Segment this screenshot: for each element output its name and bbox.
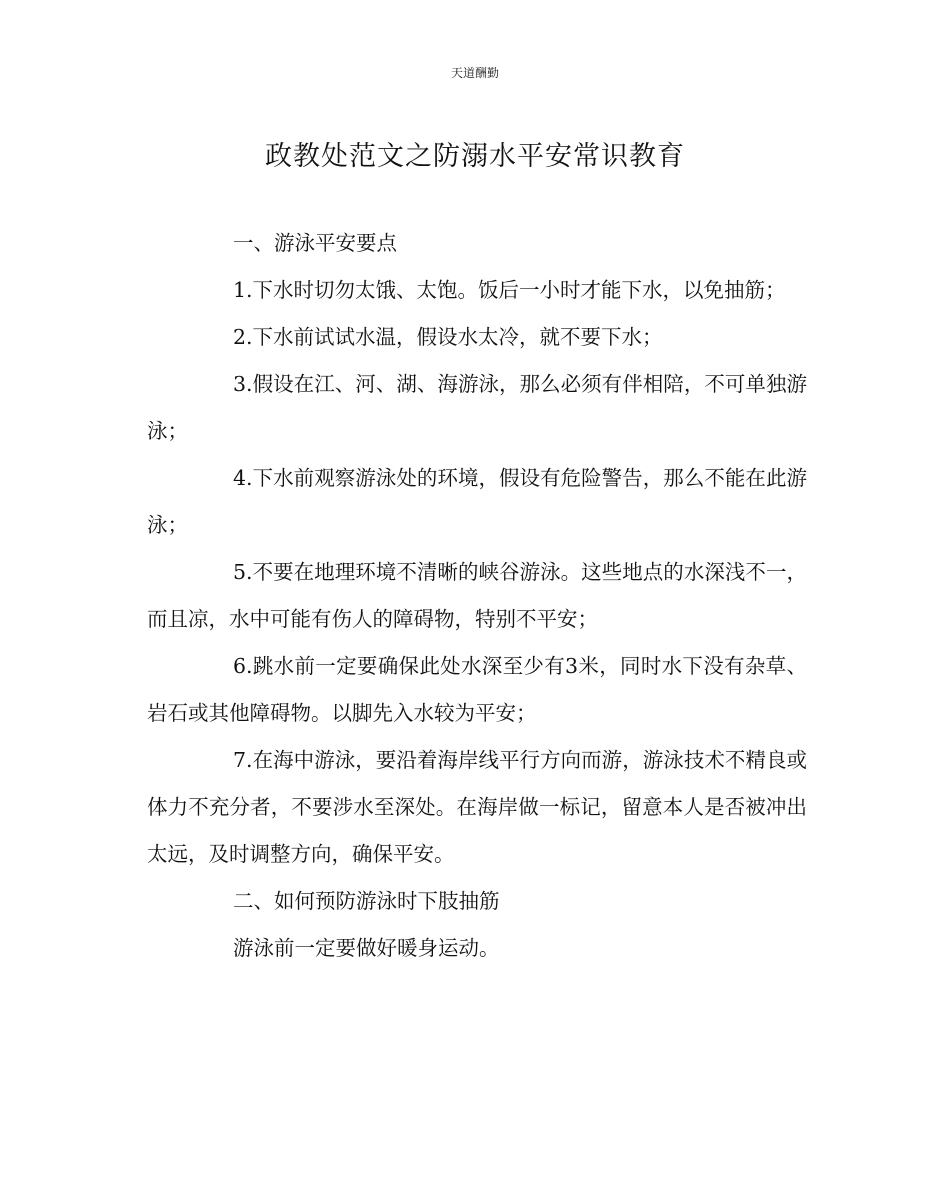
paragraph-warmup: 游泳前一定要做好暖身运动。	[233, 936, 500, 960]
paragraph-item-2: 2.下水前试试水温，假设水太冷，就不要下水；	[233, 325, 663, 349]
section-heading-1: 一、游泳平安要点	[233, 231, 397, 255]
paragraph-item-7: 7.在海中游泳，要沿着海岸线平行方向而游，游泳技术不精良或体力不充分者，不要涉水至深处。在海岸做一标记，留意本人是否被冲出太远，及时调整方向，确保平安。	[147, 748, 807, 866]
section-heading-2: 二、如何预防游泳时下肢抽筋	[233, 889, 500, 913]
page-header: 天道酬勤	[450, 66, 499, 80]
paragraph-item-5: 5.不要在地理环境不清晰的峡谷游泳。这些地点的水深浅不一，而且凉，水中可能有伤人的障碍物，特别不平安；	[147, 560, 807, 631]
document-title: 政教处范文之防溺水平安常识教育	[265, 141, 685, 172]
paragraph-item-4: 4.下水前观察游泳处的环境，假设有危险警告，那么不能在此游泳；	[147, 466, 807, 537]
paragraph-item-3: 3.假设在江、河、湖、海游泳，那么必须有伴相陪，不可单独游泳；	[147, 372, 807, 443]
document-body	[147, 220, 807, 972]
paragraph-item-6: 6.跳水前一定要确保此处水深至少有3米，同时水下没有杂草、岩石或其他障碍物。以脚先入水较为平安；	[147, 654, 807, 725]
paragraph-item-1: 1.下水时切勿太饿、太饱。饭后一小时才能下水，以免抽筋；	[233, 278, 786, 302]
